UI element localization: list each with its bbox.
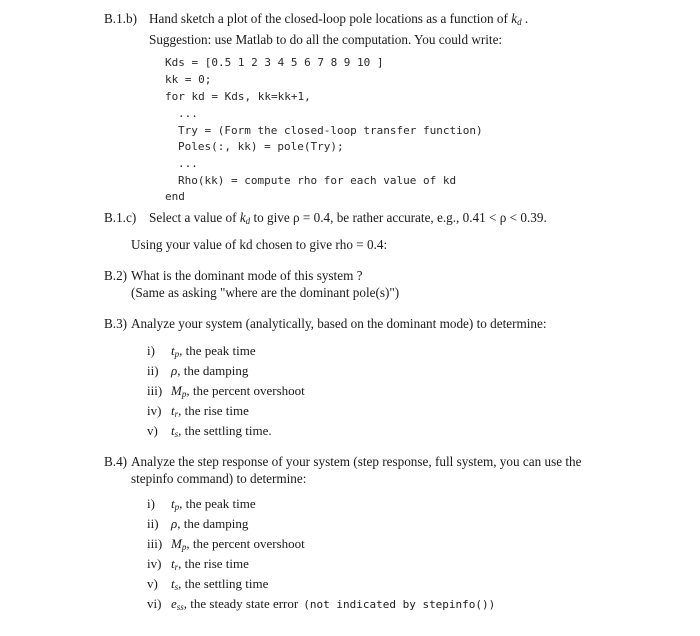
list-item [147,596,495,615]
item-label: v) [147,423,158,438]
item-label: iv) [147,556,162,571]
b1b-number: B.1.b) [104,11,137,26]
item-symbol-sub: p [174,349,180,359]
item-symbol-sub: p [181,542,187,552]
item-symbol: M [171,536,182,551]
item-symbol: ρ [171,363,178,378]
item-symbol-sub: s [174,429,179,439]
b1c-heading [149,210,547,229]
item-label: i) [147,496,155,511]
item-text: , the damping [177,516,249,531]
b1b-heading [149,11,528,30]
b1b-suggestion: Suggestion: use Matlab to do all the computation. You could write: [149,32,503,47]
item-text: , the settling time [178,576,269,591]
b1c-var-sub: d [245,216,251,226]
item-text: , the percent overshoot [186,383,305,398]
b1b-text: Hand sketch a plot of the closed-loop pole locations as a function of [149,11,508,26]
item-text: , the steady state error [183,596,299,611]
code-line: Rho(kk) = compute rho for each value of kd [178,174,457,187]
list-item [147,403,249,422]
code-line: Try = (Form the closed-loop transfer function) [178,124,483,137]
item-note: (not indicated by stepinfo()) [303,598,496,611]
b1c-text-b: to give ρ = 0.4, be rather accurate, e.g., 0.41 < ρ < 0.39. [253,210,547,225]
b3-intro: Analyze your system (analytically, based on the dominant mode) to determine: [131,316,547,331]
b2-line2: (Same as asking "where are the dominant pole(s)") [131,285,400,300]
item-symbol: ρ [171,516,178,531]
item-text: , the rise time [178,403,249,418]
b2-line1: What is the dominant mode of this system ? [131,268,363,283]
code-line: ... [178,157,198,170]
item-symbol: t [171,423,175,438]
list-item [147,556,249,575]
b4-intro2: stepinfo command) to determine: [131,471,307,486]
b4-intro1: Analyze the step response of your system (step response, full system, you can use the [131,454,582,469]
item-label: ii) [147,516,159,531]
item-symbol-sub: ss [176,602,184,612]
b1c-line2: Using your value of kd chosen to give rho = 0.4: [131,237,388,252]
item-symbol: t [171,576,175,591]
item-symbol-sub: p [181,389,187,399]
b2-number: B.2) [104,268,128,283]
item-symbol: e [171,596,177,611]
b3-number: B.3) [104,316,128,331]
list-item [147,516,248,532]
item-symbol: t [171,343,175,358]
item-label: v) [147,576,158,591]
item-text: , the rise time [178,556,249,571]
item-symbol: t [171,556,175,571]
item-text: , the peak time [179,343,256,358]
item-label: iii) [147,536,163,551]
list-item [147,576,268,595]
b1c-var: k [239,210,246,225]
b1b-var-sub: d [517,17,522,27]
item-symbol-sub: r [174,562,179,572]
item-label: iii) [147,383,163,398]
code-line: for kd = Kds, kk=kk+1, [165,90,311,103]
code-line: Kds = [0.5 1 2 3 4 5 6 7 8 9 10 ] [165,56,384,69]
item-symbol: t [171,496,175,511]
b1b-var: k [511,11,518,26]
item-symbol-sub: p [174,502,180,512]
code-line: kk = 0; [165,73,212,86]
item-symbol: M [171,383,182,398]
item-symbol-sub: r [174,409,179,419]
item-text: , the percent overshoot [186,536,305,551]
list-item [147,496,256,515]
item-text: , the damping [177,363,249,378]
code-line: ... [178,107,198,120]
item-label: iv) [147,403,162,418]
list-item [147,363,248,379]
code-line: end [165,190,185,203]
b1b-period: . [524,11,529,26]
item-label: ii) [147,363,159,378]
list-item [147,383,305,402]
item-label: vi) [147,596,162,611]
list-item [147,536,305,555]
list-item [147,423,272,442]
b1c-text-a: Select a value of [149,210,237,225]
item-text: , the peak time [179,496,256,511]
item-label: i) [147,343,155,358]
code-line: Poles(:, kk) = pole(Try); [178,140,344,153]
item-symbol: t [171,403,175,418]
item-text: , the settling time. [178,423,272,438]
b1c-number: B.1.c) [104,210,137,225]
item-symbol-sub: s [174,582,179,592]
b4-number: B.4) [104,454,128,469]
list-item [147,343,256,362]
